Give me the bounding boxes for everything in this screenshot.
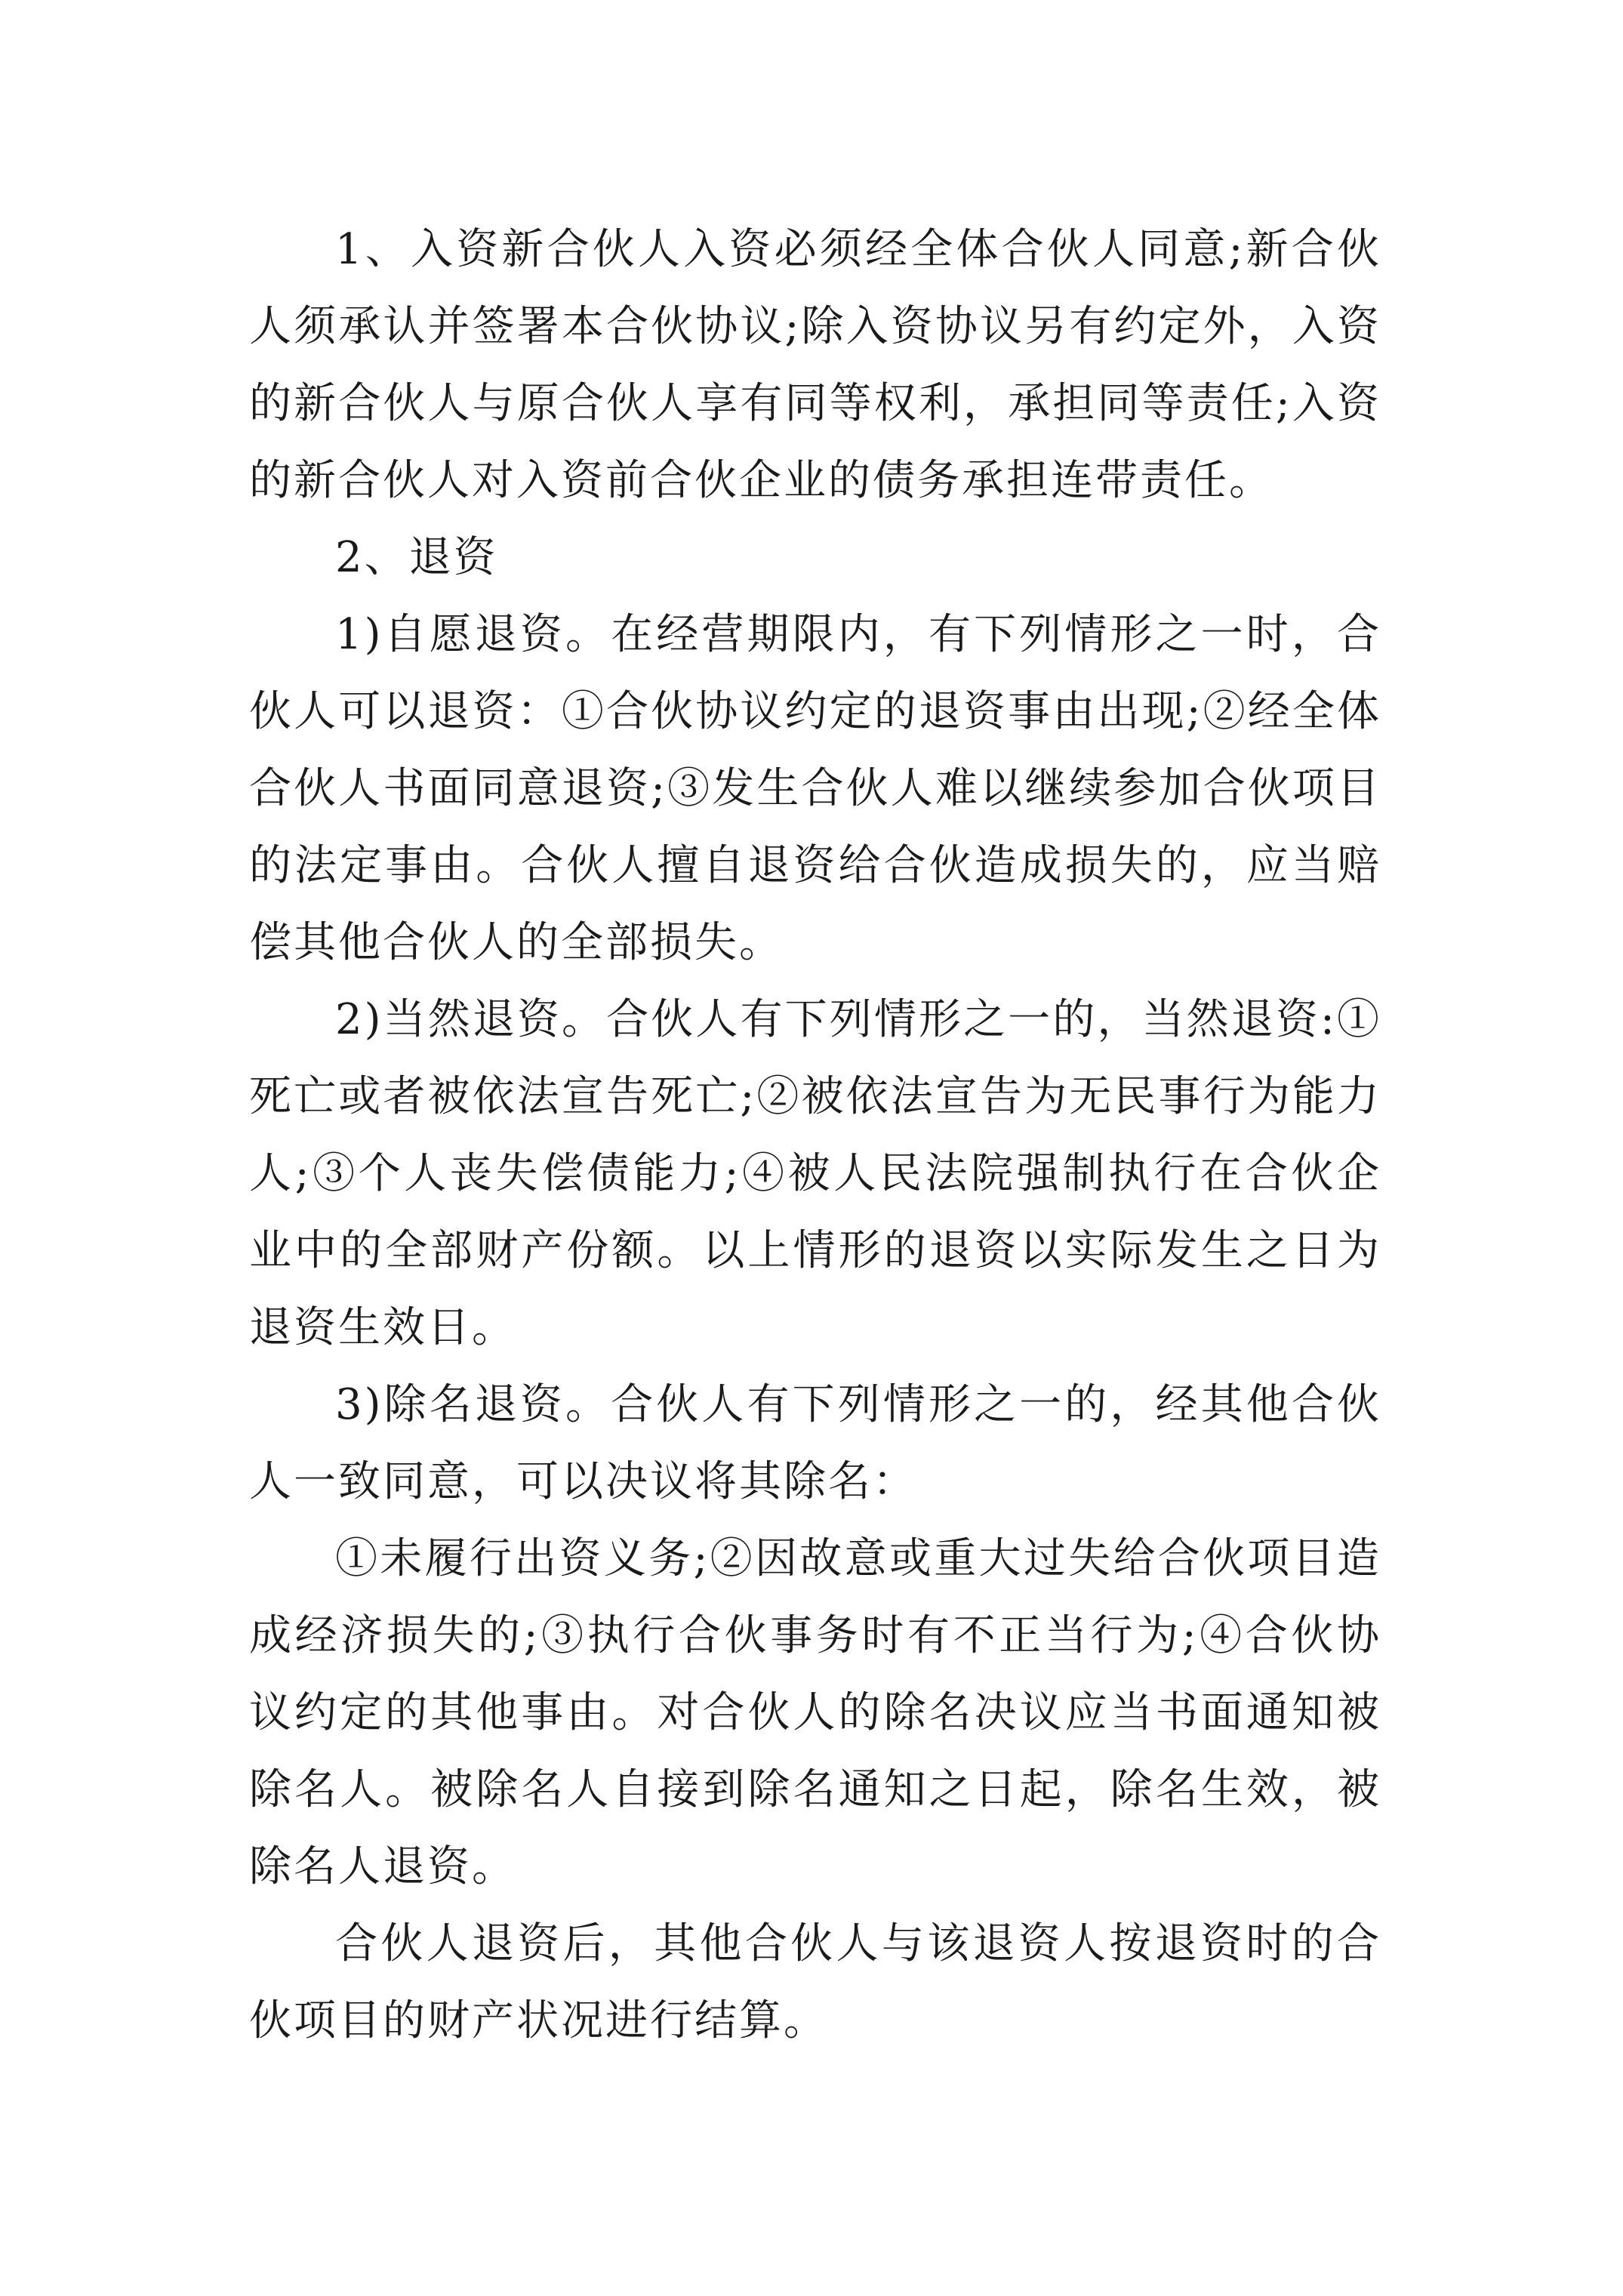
paragraph-expulsion-conditions: ①未履行出资义务;②因故意或重大过失给合伙项目造成经济损失的;③执行合伙事务时有不正当行为;④合伙协议约定的其他事由。对合伙人的除名决议应当书面通知被除名人。被除名人自接到除名通知之日起，除名生效，被除名人退资。 bbox=[249, 1534, 1381, 1891]
paragraph-expulsion-withdrawal: 3)除名退资。合伙人有下列情形之一的，经其他合伙人一致同意，可以决议将其除名： bbox=[249, 1380, 1381, 1506]
paragraph-withdrawal-heading: 2、退资 bbox=[335, 533, 498, 582]
paragraph-automatic-withdrawal: 2)当然退资。合伙人有下列情形之一的，当然退资:①死亡或者被依法宣告死亡;②被依法宣告为无民事行为能力人;③个人丧失偿债能力;④被人民法院强制执行在合伙企业中的全部财产份额。以上情形的退资以实际发生之日为退资生效日。 bbox=[249, 995, 1381, 1352]
document-body bbox=[249, 211, 1381, 2060]
paragraph-admission: 1、入资新合伙人入资必须经全体合伙人同意;新合伙人须承认并签署本合伙协议;除入资协议另有约定外，入资的新合伙人与原合伙人享有同等权利，承担同等责任;入资的新合伙人对入资前合伙企业的债务承担连带责任。 bbox=[249, 225, 1381, 505]
paragraph-settlement: 合伙人退资后，其他合伙人与该退资人按退资时的合伙项目的财产状况进行结算。 bbox=[249, 1919, 1381, 2045]
paragraph-voluntary-withdrawal: 1)自愿退资。在经营期限内，有下列情形之一时，合伙人可以退资：①合伙协议约定的退资事由出现;②经全体合伙人书面同意退资;③发生合伙人难以继续参加合伙项目的法定事由。合伙人擅自退资给合伙造成损失的，应当赔偿其他合伙人的全部损失。 bbox=[249, 610, 1381, 967]
